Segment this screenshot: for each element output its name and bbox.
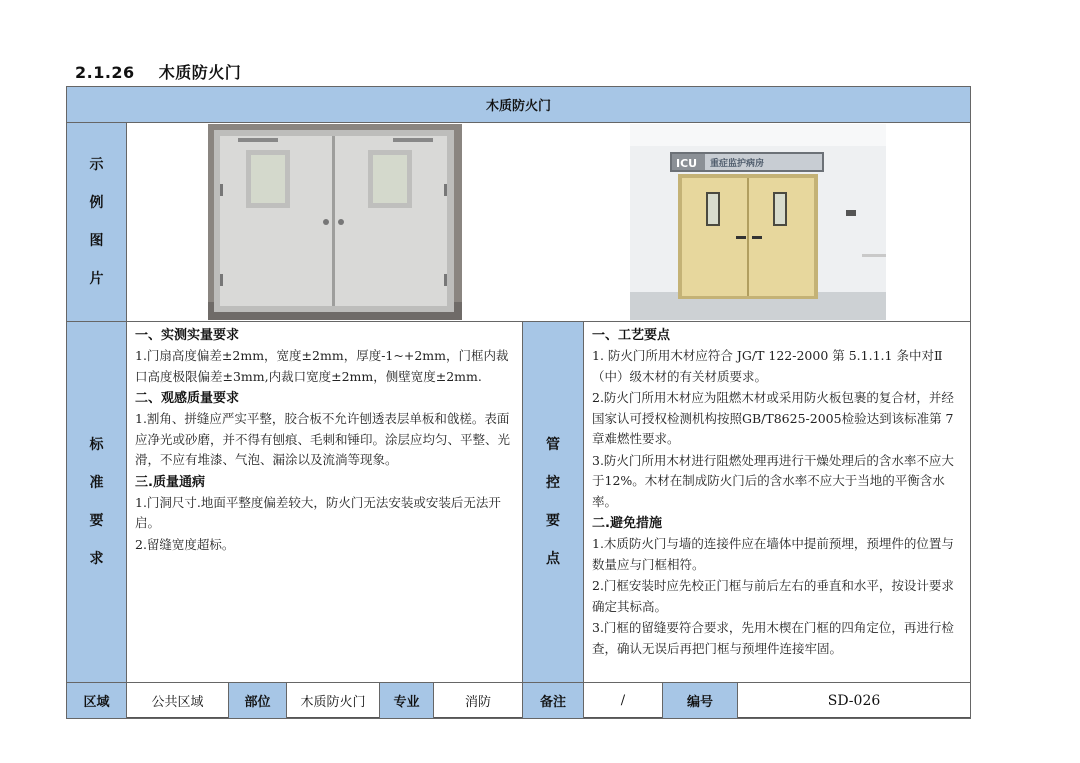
control-avoid-item-2: 2.门框安装时应先校正门框与前后左右的垂直和水平，按设计要求确定其标高。 (592, 578, 954, 614)
double-fire-door-photo (208, 124, 462, 320)
sheet-header (66, 86, 971, 123)
control-process-item-1: 1. 防火门所用木材应符合 JG/T 122-2000 第 5.1.1.1 条中对Ⅱ（中）级木材的有关材质要求。 (592, 348, 943, 384)
standard-measure-item: 1.门扇高度偏差±2mm，宽度±2mm，厚度-1~+2mm，门框内裁口高度极限偏差±3mm,内裁口宽度±2mm，侧壁宽度±2mm. (135, 348, 509, 384)
standard-heading-measure: 一、实测实量要求 (135, 328, 240, 343)
code-value: SD-026 (737, 682, 971, 719)
major-label: 专业 (379, 682, 434, 719)
code-label: 编号 (662, 682, 738, 719)
part-label: 部位 (228, 682, 287, 719)
control-heading-process: 一、工艺要点 (592, 328, 671, 343)
spec-sheet (66, 86, 971, 718)
control-heading-avoid: 二.避免措施 (592, 516, 662, 531)
double-door-illustration (208, 124, 462, 320)
control-label: 管 控 要 点 (522, 321, 584, 683)
section-number: 2.1.26 (75, 63, 135, 82)
control-process-item-2: 2.防火门所用木材应为阻燃木材或采用防火板包裹的复合材，并经国家认可授权检测机构按照GB/T8625-2005检验达到该标准第 7 章难燃性要求。 (592, 390, 954, 446)
example-photos (126, 122, 971, 322)
area-label: 区域 (66, 682, 127, 719)
example-label: 示 例 图 片 (66, 122, 127, 322)
ward-sign-text: 重症监护病房 (710, 159, 765, 169)
standard-defect-item-2: 2.留缝宽度超标。 (135, 536, 235, 552)
control-points (583, 321, 971, 683)
icu-door-illustration (630, 124, 886, 320)
part-value: 木质防火门 (286, 682, 380, 719)
sheet-header-title: 木质防火门 (485, 99, 551, 114)
standard-defect-item-1: 1.门洞尺寸.地面平整度偏差较大，防火门无法安装或安装后无法开启。 (135, 494, 501, 530)
section-title (75, 60, 241, 83)
icu-sign-text: ICU (676, 157, 698, 170)
standard-heading-defects: 三.质量通病 (135, 474, 205, 490)
major-value: 消防 (433, 682, 523, 719)
standard-requirements (126, 321, 523, 683)
note-value: / (583, 682, 663, 719)
standard-label: 标 准 要 求 (66, 321, 127, 683)
note-label: 备注 (522, 682, 584, 719)
control-avoid-item-3: 3.门框的留缝要符合要求，先用木楔在门框的四角定位，再进行检查，确认无误后再把门框与预埋件连接牢固。 (592, 620, 954, 656)
control-avoid-item-1: 1.木质防火门与墙的连接件应在墙体中提前预埋，预埋件的位置与数量应与门框相符。 (592, 536, 954, 572)
section-name: 木质防火门 (158, 63, 242, 82)
area-value: 公共区域 (126, 682, 229, 719)
icu-fire-door-photo (630, 124, 886, 320)
standard-appearance-item: 1.割角、拼缝应严实平整，胶合板不允许刨透表层单板和戗槎。表面应净光或砂磨，并不得有刨痕、毛刺和锤印。涂层应均匀、平整、光滑，不应有堆漆、气泡、漏涂以及流淌等现象。 (135, 411, 511, 467)
control-process-item-3: 3.防火门所用木材进行阻燃处理再进行干燥处理后的含水率不应大于12%。木材在制成防火门后的含水率不应大于当地的平衡含水率。 (592, 452, 954, 509)
standard-heading-appearance: 二、观感质量要求 (135, 391, 240, 406)
